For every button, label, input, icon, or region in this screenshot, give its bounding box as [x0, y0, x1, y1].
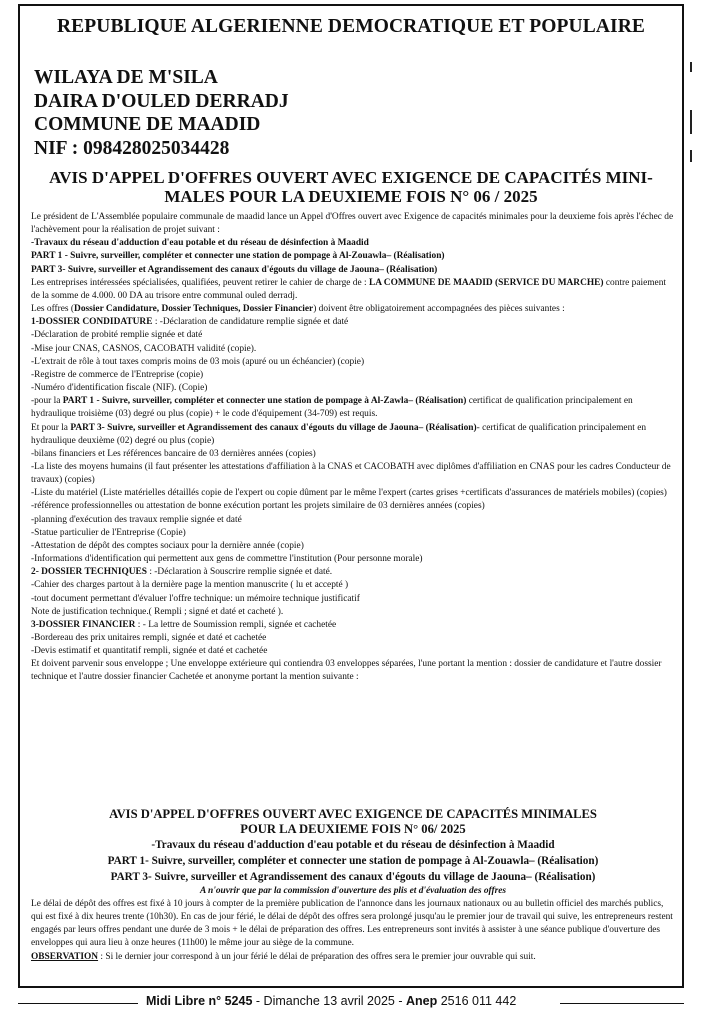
list-item: -Statue particulier de l'Entreprise (Copie): [31, 527, 186, 538]
deadline-paragraph: Le délai de dépôt des offres est fixé à 10 jours à compter de la première publication de l'annonce dans les journaux nationaux ou au bulletin officiel des marchés publics, qui est fixé à dix heures trente (10h30). En cas de jour férié, le délai de dépôt des offres sera prolongé jusqu'au le premier jour de travail qui suive, les entrepreneurs restent engagés par leurs offres pendant une durée de 3 mois + le délai de préparation des offres. Les entrepreneurs sont invités à assister à une séance publique d'ouverture des enveloppes qui aura lieu à onze heures (11h00) le même jour au siège de la commune.: [31, 899, 673, 949]
list-item: -Registre de commerce de l'Entreprise (copie): [31, 369, 204, 380]
list-item: -Liste du matériel (Liste matérielles détaillés copie de l'expert ou copie dûment par le même l'expert (cartes grises +certificats d'assurances de matériels mobiles) (copies): [31, 488, 667, 499]
notice-title-line1: AVIS D'APPEL D'OFFRES OUVERT AVEC EXIGENCE DE CAPACITÉS MINI-: [49, 168, 653, 187]
envelope-notice: [31, 807, 675, 964]
part1-requirement: [31, 395, 675, 421]
dossier-candidature-text: : -Déclaration de candidature remplie signée et daté: [154, 317, 349, 328]
dossier-technique-text: : -Déclaration à Souscrire remplie signée et daté.: [149, 567, 333, 578]
intro-paragraph: Le président de L'Assemblée populaire communale de maadid lance un Appel d'Offres ouvert avec Exigence de capacités minimales pour la deuxieme fois après l'échec de l'achèvement pour la réalisation de projet suivant :: [31, 212, 674, 236]
list-item: -Déclaration de probité remplie signée et daté: [31, 330, 203, 341]
publication-footer: [0, 994, 709, 1012]
part1-req-text: certificat de qualification principalement en hydraulique troisième (03) degré ou plus (copie) + le code d'équipement (34-709) est requis.: [31, 396, 633, 420]
dossier-financier-list: [31, 632, 675, 658]
dossier-financier-heading: [31, 619, 675, 632]
list-item: -L'extrait de rôle à tout taxes compris moins de 03 mois (apuré ou un échéancier) (copie): [31, 356, 365, 367]
envelope-title-line2: POUR LA DEUXIEME FOIS N° 06/ 2025: [240, 822, 466, 836]
observation-label: OBSERVATION: [31, 951, 99, 962]
withdraw-paragraph: [31, 277, 675, 303]
part1-line: PART 1 - Suivre, surveiller, compléter et connecter une station de pompage à Al-Zouawla– (Réalisation): [31, 251, 445, 262]
part3-req-prefix: Et pour la: [31, 422, 68, 433]
withdraw-place: LA COMMUNE DE MAADID (SERVICE DU MARCHE): [368, 277, 604, 288]
part3-requirement: [31, 422, 675, 448]
footer-rule-right: [560, 1003, 684, 1004]
observation-paragraph: [31, 951, 675, 964]
closing-paragraph: Et doivent parvenir sous enveloppe ; Une enveloppe extérieure qui contiendra 03 enveloppes séparées, l'une portant la mention : dossier de candidature et l'autre dossier technique et l'autre dossier financier Cachetée et anonyme portant la mention suivante :: [31, 659, 662, 683]
list-item: -référence professionnelles ou attestation de bonne exécution portant les projets similaire de 03 dernières années (copies): [31, 501, 485, 512]
dossier-candidature-label: 1-DOSSIER CONDIDATURE: [31, 317, 153, 328]
envelope-part1: PART 1- Suivre, surveiller, compléter et connecter une station de pompage à Al-Zouawla– (Réalisation): [107, 855, 599, 867]
part3-line: PART 3- Suivre, surveiller et Agrandissement des canaux d'égouts du village de Jaouna– (Réalisation): [31, 264, 438, 275]
notice-title: [24, 168, 678, 206]
margin-mark: [690, 62, 692, 72]
footer-rule-left: [18, 1003, 138, 1004]
list-item: -Numéro d'identification fiscale (NIF). (Copie): [31, 383, 208, 394]
margin-mark: [690, 110, 692, 134]
list-item: -tout document permettant d'évaluer l'offre technique: un mémoire technique justificatif: [31, 593, 360, 604]
list-item: -planning d'exécution des travaux remplie signée et daté: [31, 514, 242, 525]
footer-date: - Dimanche 13 avril 2025 -: [255, 994, 403, 1008]
envelope-note: A n'ouvrir que par la commission d'ouverture des plis et d'évaluation des offres: [199, 886, 507, 896]
list-item: -La liste des moyens humains (il faut présenter les attestations d'affiliation à la CNAS et CACOBATH avec diplômes d'affiliation en CNAS pour les cadres Conducteur de travaux) (copies): [31, 461, 671, 486]
nif-line: NIF : 098428025034428: [34, 137, 230, 159]
dossier-candidature-list: [31, 329, 675, 395]
deadline-block: [31, 898, 675, 964]
observation-text: : Si le dernier jour correspond à un jour férié le délai de préparation des offres sera le premier jour ouvrable qui suit.: [100, 951, 536, 962]
daira-line: DAIRA D'OULED DERRADJ: [34, 90, 289, 112]
republic-heading: REPUBLIQUE ALGERIENNE DEMOCRATIQUE ET POPULAIRE: [57, 16, 645, 37]
dossier-financier-text: : - La lettre de Soumission rempli, signée et cachetée: [137, 619, 337, 630]
withdraw-text: Les entreprises intéressées spécialisées, qualifiées, peuvent retirer le cahier de charge de :: [31, 277, 367, 288]
part1-req-prefix: -pour la: [31, 396, 61, 407]
list-item: Note de justification technique.( Rempli ; signé et daté et cacheté ).: [31, 606, 284, 617]
offers-dossiers: Dossier Candidature, Dossier Techniques, Dossier Financier: [74, 304, 314, 315]
notice-body: [31, 211, 675, 685]
dossier-technique-label: 2- DOSSIER TECHNIQUES: [31, 567, 148, 578]
dossier-candidature-list-2: [31, 448, 675, 566]
list-item: -bilans financiers et Les références bancaire de 03 dernières années (copies): [31, 448, 316, 459]
dossier-technique-heading: [31, 566, 675, 579]
dossier-candidature-heading: [31, 316, 675, 329]
project-line: -Travaux du réseau d'adduction d'eau potable et du réseau de désinfection à Maadid: [31, 238, 369, 249]
list-item: -Attestation de dépôt des comptes sociaux pour la dernière année (copie): [31, 540, 304, 551]
administration-block: [34, 66, 289, 160]
envelope-project: -Travaux du réseau d'adduction d'eau potable et du réseau de désinfection à Maadid: [151, 839, 555, 851]
margin-mark: [690, 150, 692, 162]
footer-text: [146, 994, 516, 1008]
notice-frame: [18, 4, 684, 988]
envelope-title-line1: AVIS D'APPEL D'OFFRES OUVERT AVEC EXIGENCE DE CAPACITÉS MINIMALES: [109, 807, 597, 821]
notice-title-line2: MALES POUR LA DEUXIEME FOIS N° 06 / 2025: [164, 187, 538, 206]
envelope-part3: PART 3- Suivre, surveiller et Agrandissement des canaux d'égouts du village de Jaouna– (Réalisation): [110, 871, 596, 883]
offers-text-end: ) doivent être obligatoirement accompagnées des pièces suivantes :: [313, 304, 565, 315]
list-item: -Informations d'identification qui permettent aux gens de commettre l'institution (Pour personne morale): [31, 554, 423, 565]
footer-paper: Midi Libre n° 5245: [146, 994, 253, 1008]
list-item: -Bordereau des prix unitaires rempli, signée et daté et cachetée: [31, 633, 267, 643]
dossier-technique-list: [31, 579, 675, 618]
withdraw-payment: contre paiement de la somme de 4.000. 00 DA au trisore entre communal ouled derradj.: [31, 277, 666, 301]
part3-req-text: - certificat de qualification principalement en hydraulique deuxième (02) degré ou plus (copie): [31, 422, 647, 446]
part1-req-title: PART 1 - Suivre, surveiller, compléter et connecter une station de pompage à Al-Zawla– (Réalisation): [62, 396, 467, 407]
footer-anep-number: 2516 011 442: [440, 994, 517, 1008]
list-item: -Devis estimatif et quantitatif rempli, signée et daté et cachetée: [31, 646, 268, 657]
footer-anep: Anep: [406, 994, 438, 1008]
dossier-financier-label: 3-DOSSIER FINANCIER: [31, 619, 136, 630]
part3-req-title: PART 3- Suivre, surveiller et Agrandissement des canaux d'égouts du village de Jaouna– (Réalisation): [70, 422, 477, 433]
offers-text: Les offres (: [31, 304, 75, 315]
commune-line: COMMUNE DE MAADID: [34, 114, 261, 135]
list-item: -Mise jour CNAS, CASNOS, CACOBATH validité (copie).: [31, 343, 257, 354]
offers-paragraph: [31, 303, 675, 316]
wilaya-line: WILAYA DE M'SILA: [34, 67, 218, 88]
list-item: -Cahier des charges partout à la dernière page la mention manuscrite ( lu et accepté ): [31, 580, 349, 591]
